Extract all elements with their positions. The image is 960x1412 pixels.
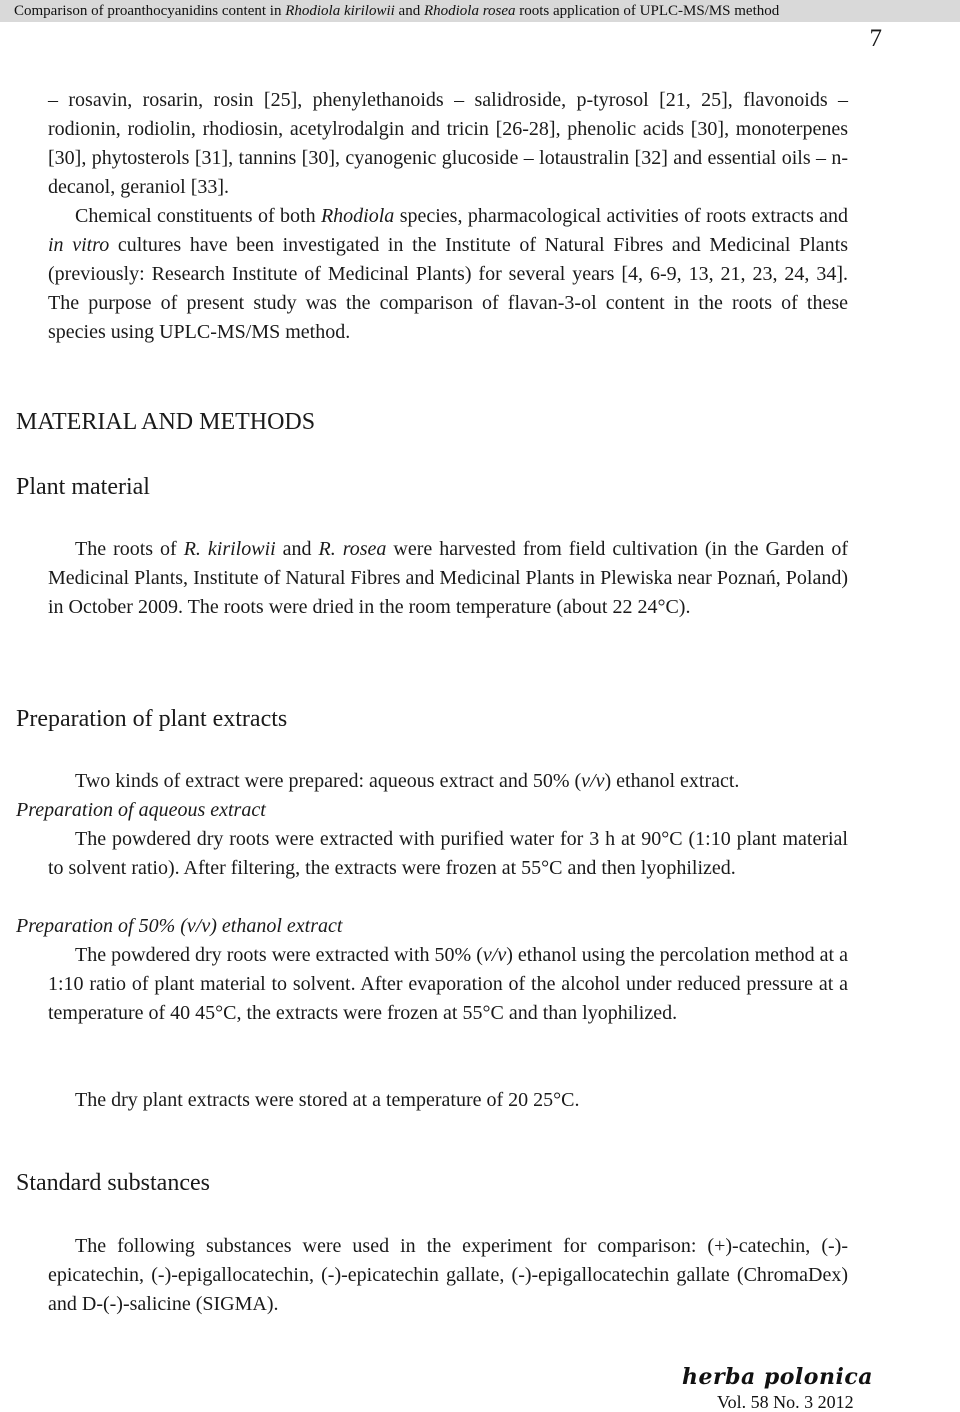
page-number: 7: [869, 25, 882, 52]
running-header-species-1: Rhodiola kirilowii: [285, 3, 395, 19]
standard-substances-paragraph: The following substances were used in the experiment for comparison: (+)-catechin, (-)-epicatechin, (-)-epigallocatechin, (-)-epicatechin gallate, (-)-epigallocatechin gallate (ChromaDex) and D-(-)-salicine (SIGMA).: [48, 1235, 848, 1315]
running-header: [14, 0, 894, 22]
subsection-heading-standard-substances: Standard substances: [16, 1170, 210, 1196]
running-header-species-2: Rhodiola rosea: [423, 3, 516, 19]
aqueous-extract-paragraph: The powdered dry roots were extracted with purified water for 3 h at 90°C (1:10 plant material to solvent ratio). After filtering, the extracts were frozen at 55°C and then lyophilized.: [48, 828, 848, 879]
intro-paragraph: Chemical constituents of both Rhodiola species, pharmacological activities of roots extracts and in vitro cultures have been investigated in the Institute of Natural Fibres and Medicinal Plants (previously: Research Institute of Medicinal Plants) for several years [4, 6-9, 13, 21, 23, 24, 34]. The purpose of present study was the comparison of flavan-3-ol content in the roots of these species using UPLC-MS/MS method.: [48, 205, 849, 343]
preparation-intro-paragraph: Two kinds of extract were prepared: aqueous extract and 50% (v/v) ethanol extract.: [75, 770, 740, 792]
subsection-heading-plant-material: Plant material: [16, 474, 150, 500]
running-header-text: and: [394, 3, 424, 19]
section-heading-material-methods: MATERIAL AND METHODS: [16, 409, 316, 435]
ethanol-extract-subheading: Preparation of 50% (v/v) ethanol extract: [16, 915, 343, 937]
storage-paragraph: The dry plant extracts were stored at a temperature of 20 25°C.: [75, 1089, 580, 1111]
running-header-text: roots application of UPLC-MS/MS method: [515, 3, 780, 19]
volume-info: Vol. 58 No. 3 2012: [717, 1392, 854, 1412]
subsection-heading-preparation: Preparation of plant extracts: [16, 706, 288, 732]
journal-logo: herba polonica: [682, 1364, 873, 1390]
running-header-text: Comparison of proanthocyanidins content in: [14, 3, 286, 19]
aqueous-extract-subheading: Preparation of aqueous extract: [16, 799, 266, 821]
ethanol-extract-paragraph: The powdered dry roots were extracted with 50% (v/v) ethanol using the percolation method at a 1:10 ratio of plant material to solvent. After evaporation of the alcohol under reduced pressure at a temperature of 40 45°C, the extracts were frozen at 55°C and than lyophilized.: [48, 944, 848, 1024]
plant-material-paragraph: The roots of R. kirilowii and R. rosea were harvested from field cultivation (in the Garden of Medicinal Plants, Institute of Natural Fibres and Medicinal Plants in Plewiska near Poznań, Poland) in October 2009. The roots were dried in the room temperature (about 22 24°C).: [48, 538, 848, 618]
intro-paragraph-continued: – rosavin, rosarin, rosin [25], phenylethanoids – salidroside, p-tyrosol [21, 25], flavonoids – rodionin, rodiolin, rhodiosin, acetylrodalgin and tricin [26-28], phenolic acids [30], monoterpenes [30], phytosterols [31], tannins [30], cyanogenic glucoside – lotaustralin [32] and essential oils – n-decanol, geraniol [33].: [48, 89, 848, 198]
